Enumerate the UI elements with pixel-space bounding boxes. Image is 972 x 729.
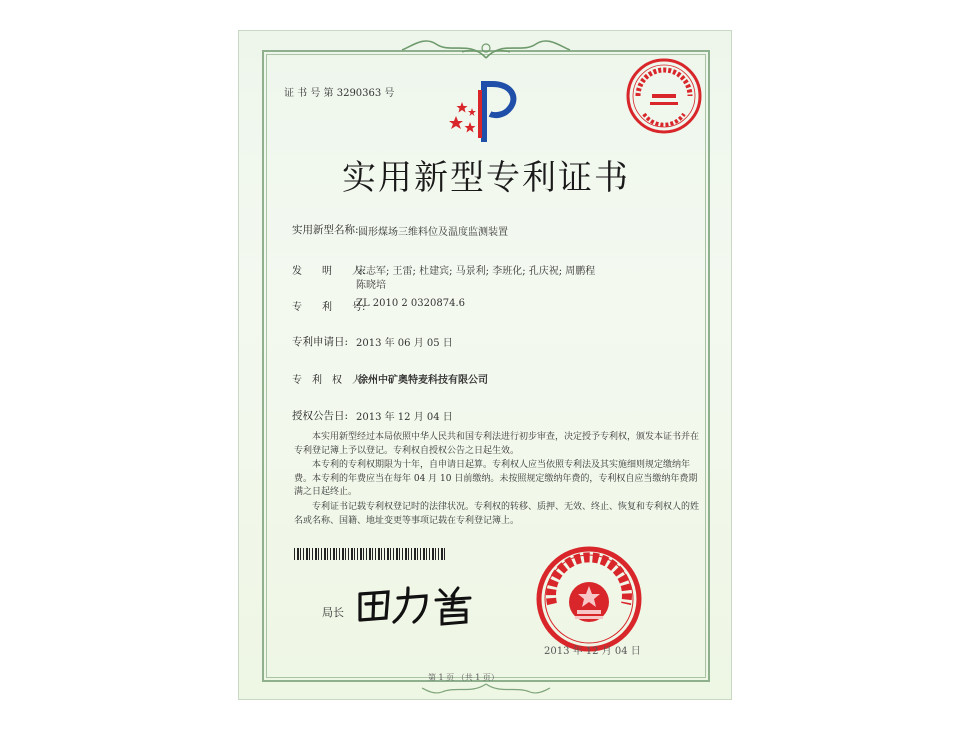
- patentee: 徐州中矿奥特麦科技有限公司: [358, 375, 488, 386]
- patent-number: ZL 2010 2 0320874.6: [356, 298, 466, 309]
- seal-date: 2013 年 12 月 04 日: [544, 646, 641, 657]
- barcode: [294, 548, 446, 560]
- application-date-label: 专利申请日:: [292, 336, 349, 348]
- director-signature-icon: [354, 580, 484, 628]
- grant-date-label: 授权公告日:: [292, 410, 349, 422]
- body-paragraph-3: 专利证书记载专利权登记时的法律状况。专利权的转移、质押、无效、终止、恢复和专利权人的姓名或名称、国籍、地址变更等事项记载在专利登记簿上。: [294, 502, 700, 526]
- body-paragraph-2: 本专利的专利权期限为十年，自申请日起算。专利权人应当依照专利法及其实施细则规定缴纳年费。本专利的年费应当在每年 04 月 10 日前缴纳。未按照规定缴纳年费的，专利权自应当缴纳年费期满之日起终止。: [294, 460, 698, 498]
- body-paragraph-1: 本实用新型经过本局依照中华人民共和国专利法进行初步审查，决定授予专利权，颁发本证书并在专利登记簿上予以登记。专利权自授权公告之日起生效。: [294, 432, 700, 456]
- bottom-ornament-icon: [420, 682, 552, 696]
- director-label: 局长: [322, 606, 344, 619]
- inventors-line-2: 陈晓培: [356, 280, 386, 291]
- inventor-label: 发 明 人:: [292, 266, 366, 277]
- agency-seal-icon: [624, 56, 704, 136]
- page-footer: 第 1 页 （共 1 页）: [428, 673, 499, 682]
- grant-date: 2013 年 12 月 04 日: [356, 412, 453, 423]
- certificate-number: 证 书 号 第 3290363 号: [284, 88, 395, 99]
- utility-model-name-label: 实用新型名称:: [292, 224, 359, 236]
- utility-model-name: 圆形煤场三维料位及温度监测装置: [358, 227, 508, 238]
- patent-office-logo-icon: [446, 76, 526, 146]
- top-ornament-icon: [400, 36, 572, 62]
- inventors-line-1: 宋志军; 王雷; 杜建宾; 马景利; 李班化; 孔庆祝; 周鹏程: [356, 266, 596, 277]
- patentee-label: 专 利 权 人:: [292, 375, 366, 386]
- certificate-title: 实用新型专利证书: [342, 158, 630, 198]
- national-ip-administration-seal-icon: [534, 544, 644, 654]
- patent-number-label: 专 利 号:: [292, 302, 366, 313]
- application-date: 2013 年 06 月 05 日: [356, 338, 453, 349]
